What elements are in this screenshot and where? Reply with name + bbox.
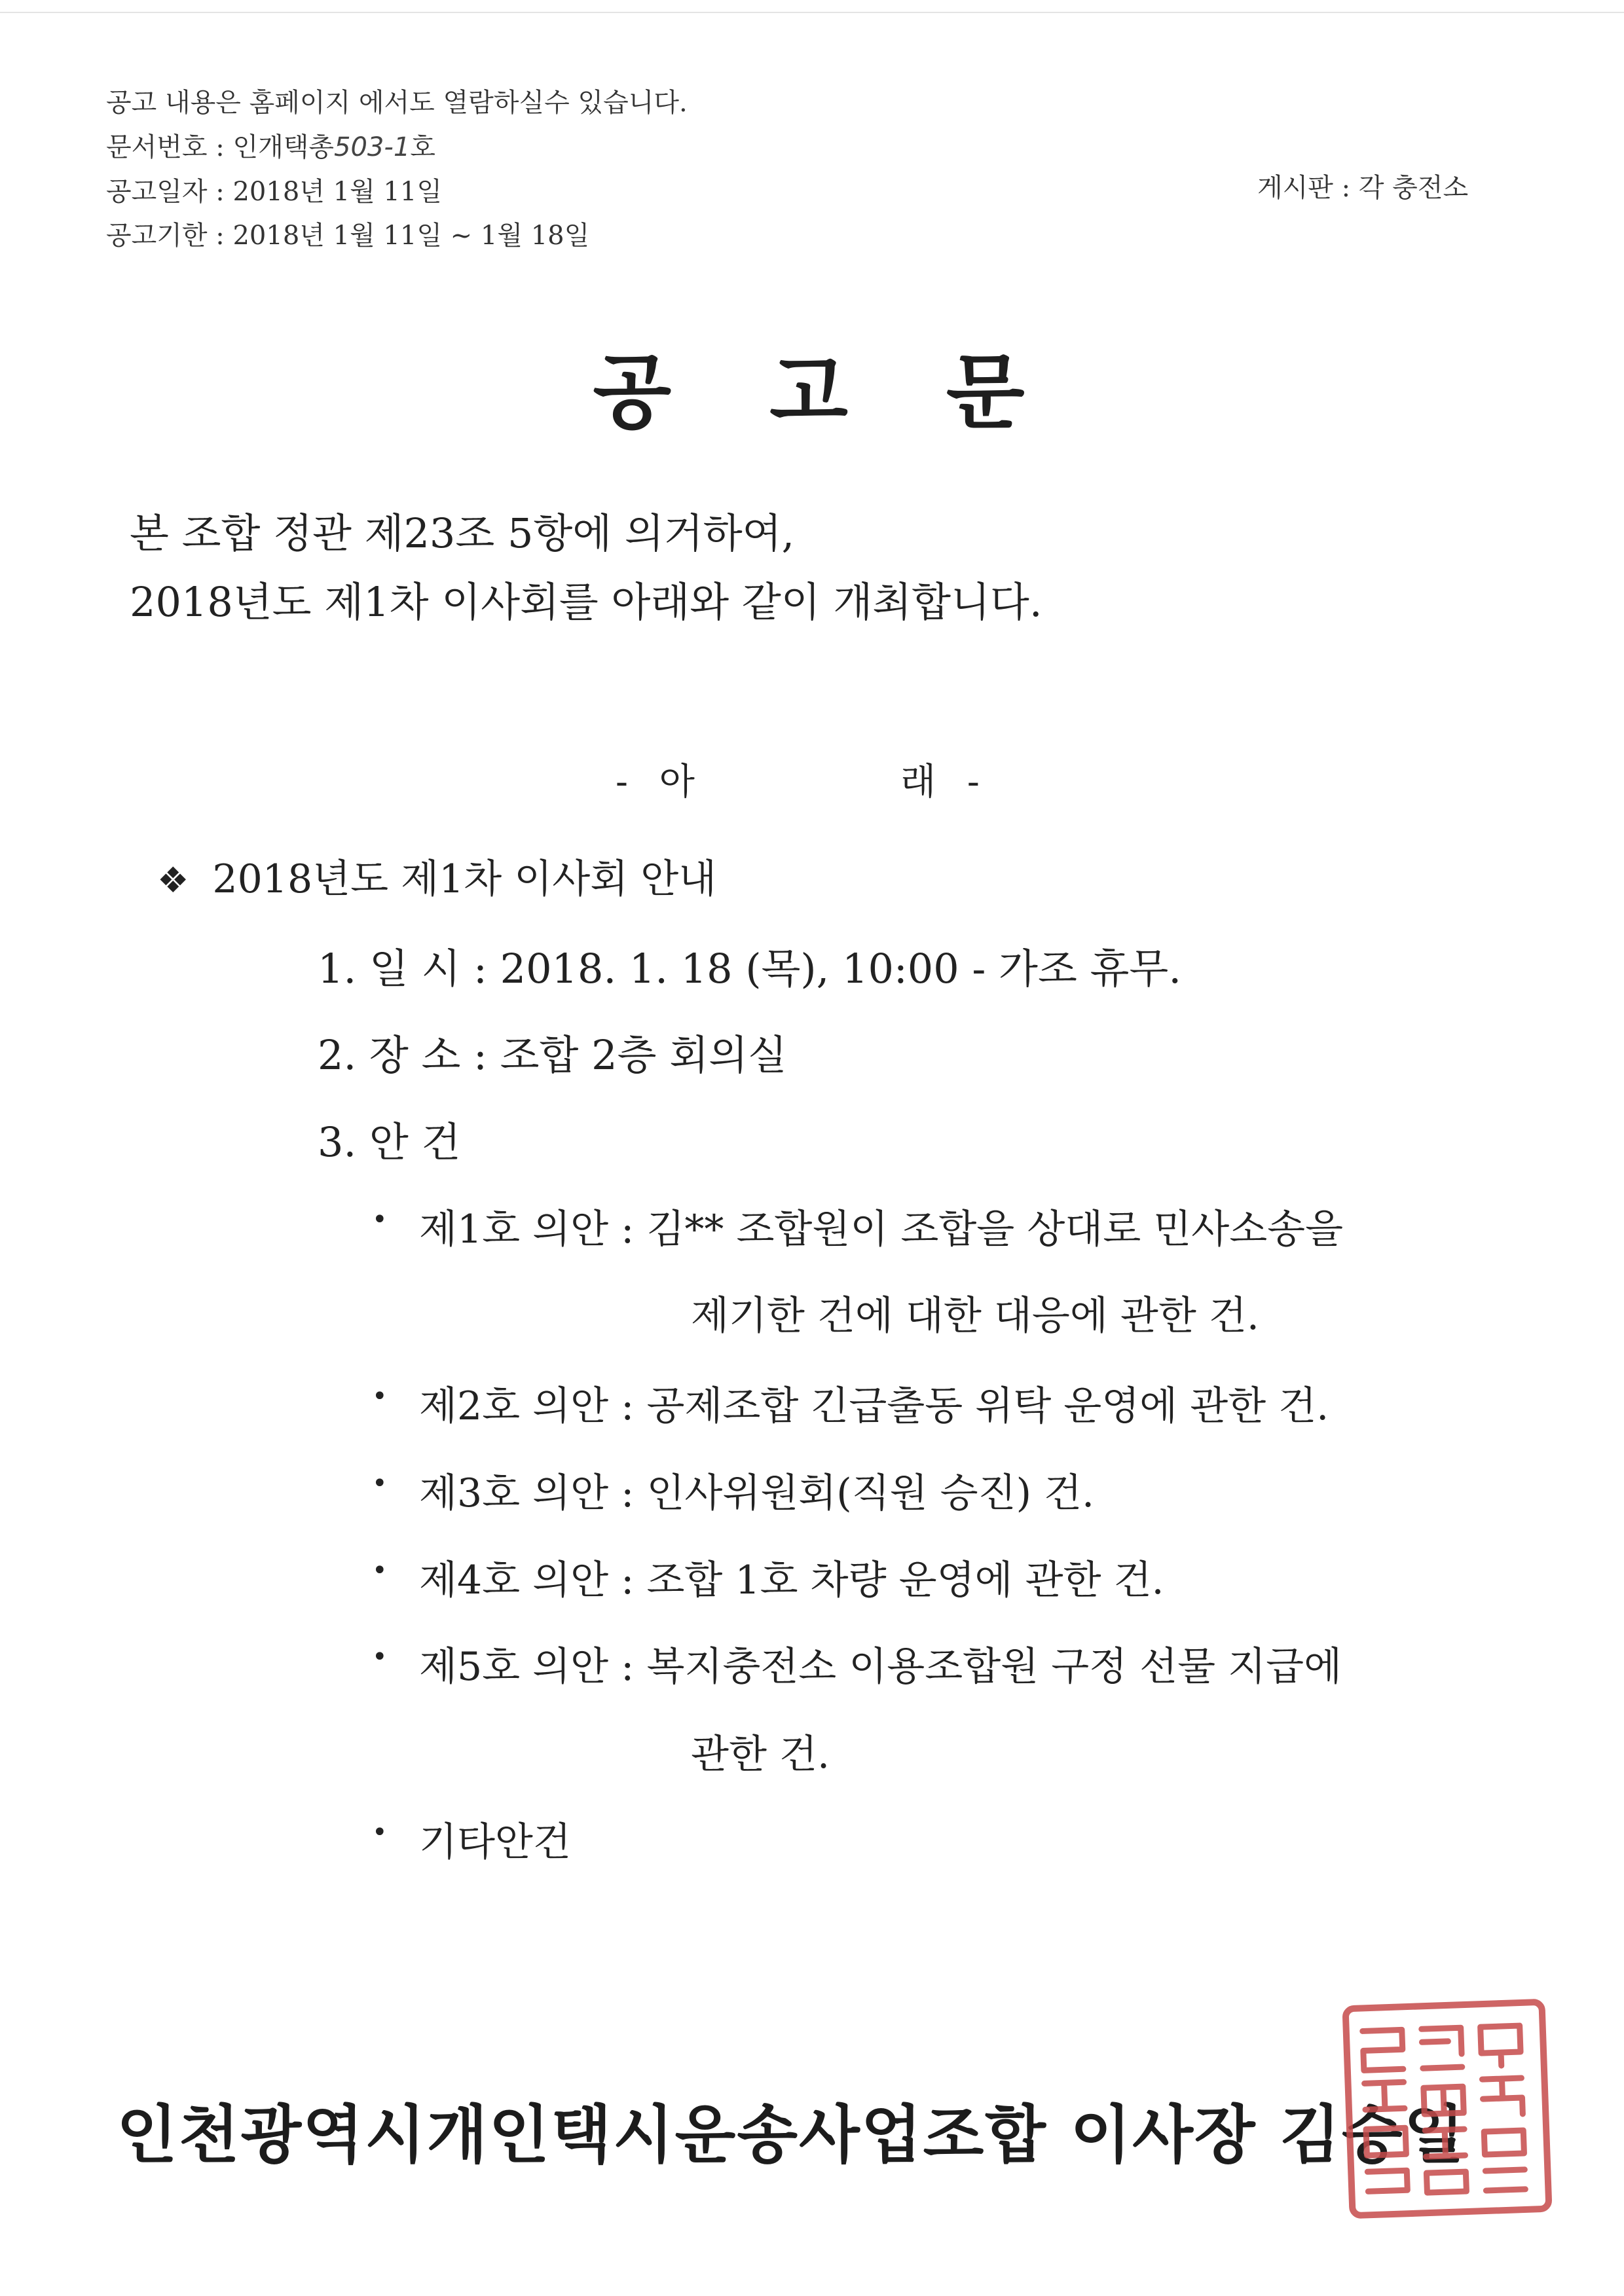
agenda-3: 제3호 의안 : 인사위원회(직원 승진) 건. <box>419 1470 1095 1516</box>
announce-period: 공고기한 : 2018년 1월 11일 ~ 1월 18일 <box>106 221 590 251</box>
bullet-icon: • <box>372 1817 388 1848</box>
agenda-other: 기타안건 <box>419 1819 571 1865</box>
bullet-icon: • <box>372 1381 388 1412</box>
section-heading <box>157 848 716 904</box>
doc-number <box>106 126 435 164</box>
doc-number-label: 문서번호 : 인개택총 <box>106 132 335 162</box>
item-agenda: 3. 안 건 <box>318 1118 461 1166</box>
page-title: 공고문 <box>593 345 1123 440</box>
separator-left: - 아 <box>616 761 695 803</box>
agenda-2: 제2호 의안 : 공제조합 긴급출동 위탁 운영에 관한 건. <box>419 1383 1329 1429</box>
separator-right: 래 - <box>900 761 980 803</box>
intro-line-2: 2018년도 제1차 이사회를 아래와 같이 개최합니다. <box>130 578 1043 626</box>
doc-number-suffix: 호 <box>410 132 435 162</box>
agenda-4: 제4호 의안 : 조합 1호 차량 운영에 관한 건. <box>419 1558 1164 1603</box>
bullet-icon: • <box>372 1556 388 1586</box>
item-place: 2. 장 소 : 조합 2층 회의실 <box>318 1031 787 1079</box>
bullet-icon: • <box>372 1642 388 1672</box>
board-info: 게시판 : 각 충전소 <box>1257 173 1469 203</box>
diamond-bullet-icon: ❖ <box>157 860 189 901</box>
section-title: 2018년도 제1차 이사회 안내 <box>212 856 717 902</box>
agenda-1-line-1: 제1호 의안 : 김** 조합원이 조합을 상대로 민사소송을 <box>419 1207 1344 1252</box>
homepage-note: 공고 내용은 홈페이지 에서도 열람하실수 있습니다. <box>106 88 688 118</box>
agenda-5-line-1: 제5호 의안 : 복지충전소 이용조합원 구정 선물 지급에 <box>419 1644 1342 1690</box>
bullet-icon: • <box>372 1468 388 1499</box>
signature-line: 인천광역시개인택시운송사업조합 이사장 김승일 <box>117 2098 1466 2172</box>
doc-number-handwritten: 503-1 <box>334 132 411 162</box>
official-seal-icon <box>1342 1999 1552 2219</box>
agenda-1-line-2: 제기한 건에 대한 대응에 관한 건. <box>691 1293 1259 1339</box>
bullet-icon: • <box>372 1205 388 1235</box>
announce-date: 공고일자 : 2018년 1월 11일 <box>106 177 442 207</box>
intro-line-1: 본 조합 정관 제23조 5항에 의거하여, <box>130 509 795 557</box>
top-border-line <box>0 12 1624 13</box>
item-datetime: 1. 일 시 : 2018. 1. 18 (목), 10:00 - 가조 휴무. <box>318 945 1182 993</box>
agenda-5-line-2: 관한 건. <box>691 1732 830 1777</box>
